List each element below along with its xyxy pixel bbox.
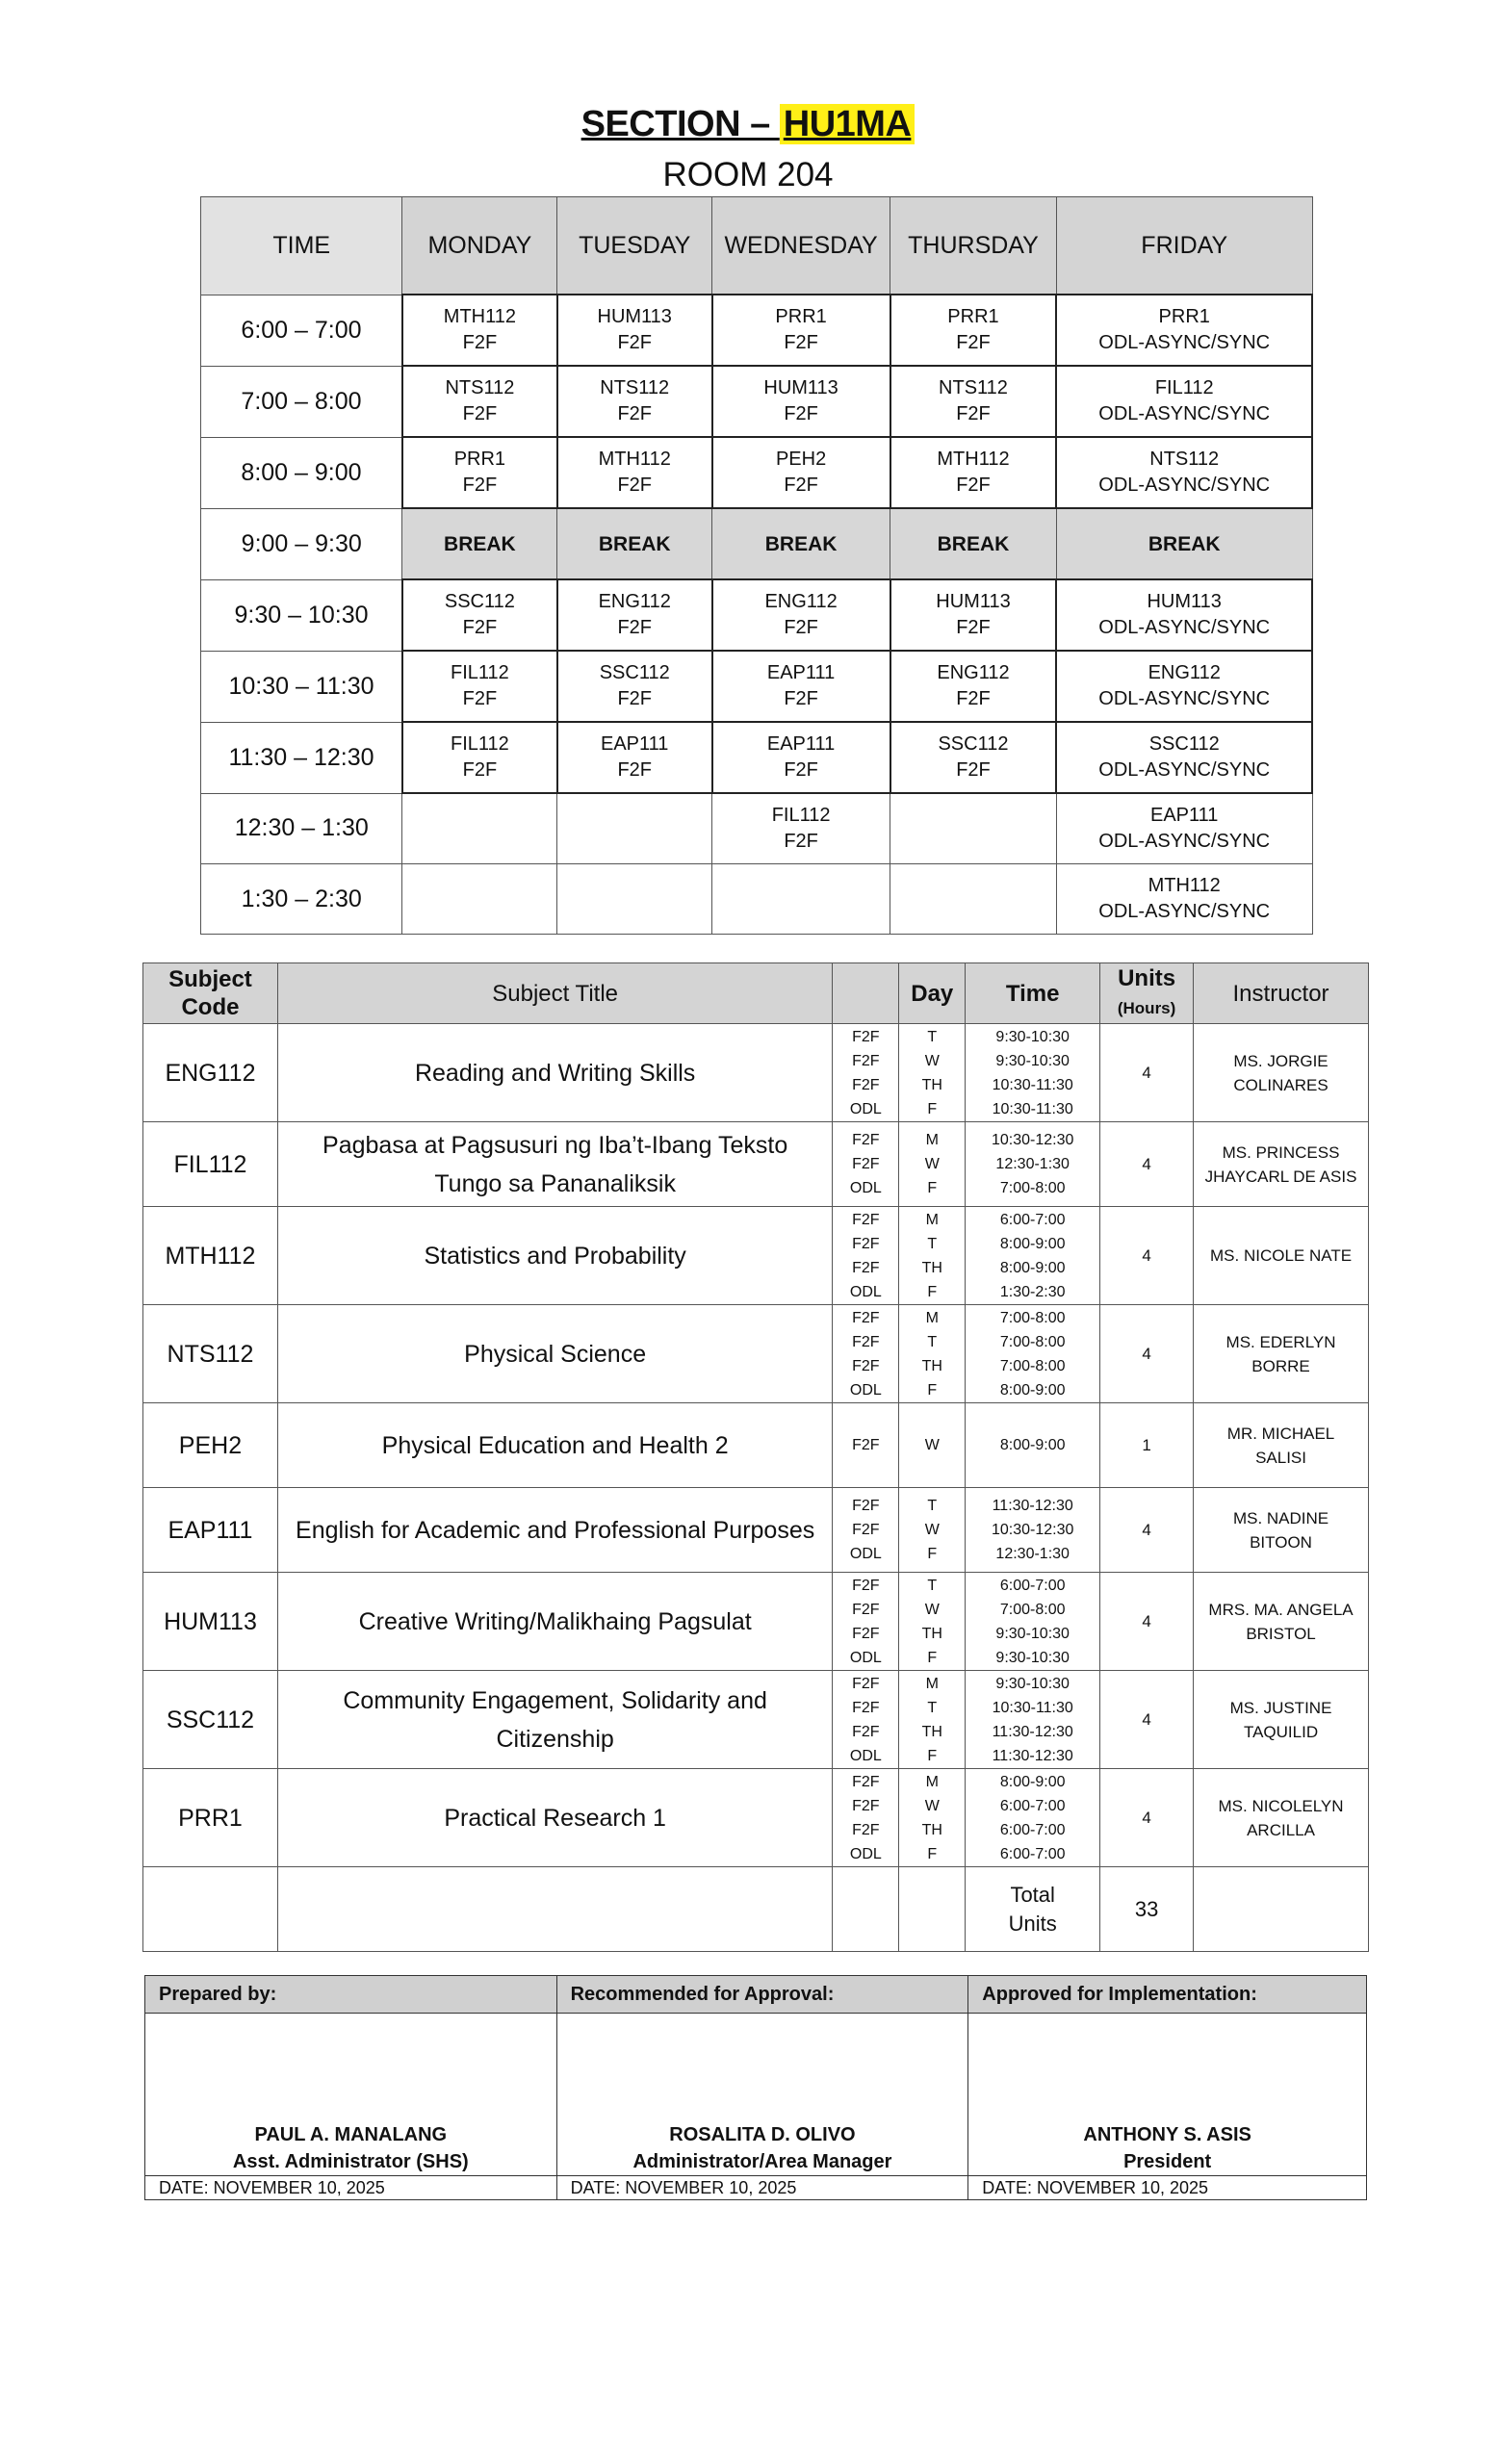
subject-times: 8:00-9:00 6:00-7:00 6:00-7:00 6:00-7:00 [966,1769,1100,1867]
slot-wednesday [712,722,890,793]
signature-date: DATE: NOVEMBER 10, 2025 [145,2176,557,2200]
signatory [968,2014,1367,2176]
signatory-position: Administrator/Area Manager [632,2151,892,2172]
slot-thursday [890,366,1057,437]
slot-friday [1056,722,1312,793]
slot-thursday [890,793,1057,864]
slot-monday [402,579,557,651]
room-label: ROOM 204 [662,156,834,193]
signature-role: Prepared by: [145,1976,557,2014]
signatory-name: ANTHONY S. ASIS [1083,2124,1251,2145]
subject-days: T W TH F [899,1024,966,1122]
schedule-header-row [201,197,1313,295]
signature-date: DATE: NOVEMBER 10, 2025 [968,2176,1367,2200]
schedule-row [201,864,1313,935]
subject-row [143,1207,1369,1305]
subject-row [143,1122,1369,1207]
schedule-row [201,295,1313,366]
section-code: HU1MA [780,104,916,144]
slot-subject: SSC112 [938,733,1009,755]
subject-units: 4 [1100,1488,1194,1573]
slot-subject: ENG112 [764,591,838,612]
slot-mode: F2F [784,617,818,638]
total-units-value: 33 [1100,1867,1194,1952]
slot-mode: F2F [956,475,991,496]
subject-units: 4 [1100,1769,1194,1867]
subject-units: 4 [1100,1122,1194,1207]
slot-subject: MTH112 [443,306,516,327]
slot-thursday [890,864,1057,935]
slot-mode: F2F [617,617,652,638]
col-monday: MONDAY [402,197,557,295]
slot-monday [402,722,557,793]
signature-row [145,1976,1367,2014]
subject-instructor: MS. NICOLELYN ARCILLA [1194,1769,1369,1867]
subject-title: Reading and Writing Skills [277,1024,832,1122]
slot-tuesday [557,722,712,793]
slot-mode: F2F [462,475,498,496]
signature-date: DATE: NOVEMBER 10, 2025 [556,2176,968,2200]
slot-subject: EAP111 [1150,805,1219,826]
slot-subject: FIL112 [451,733,509,755]
subject-days: W [899,1403,966,1488]
slot-subject: EAP111 [601,733,669,755]
slot-subject: ENG112 [598,591,671,612]
slot-mode: F2F [784,403,818,424]
slot-wednesday [712,793,890,864]
slot-tuesday [557,437,712,508]
signatory-position: President [1123,2151,1212,2172]
subject-mode: F2F F2F F2F ODL [833,1305,899,1403]
subject-title: Community Engagement, Solidarity and Citizenship [277,1671,832,1769]
slot-mode: ODL-ASYNC/SYNC [1098,475,1271,496]
slot-subject: NTS112 [445,377,515,398]
time-slot: 6:00 – 7:00 [201,295,402,366]
total-units-label: Total Units [966,1867,1100,1952]
subject-code: ENG112 [143,1024,278,1122]
slot-mode: F2F [462,617,498,638]
signatory-name: PAUL A. MANALANG [254,2124,448,2145]
slot-tuesday [557,579,712,651]
slot-mode: F2F [617,475,652,496]
subject-instructor: MS. JUSTINE TAQUILID [1194,1671,1369,1769]
subject-times: 10:30-12:30 12:30-1:30 7:00-8:00 [966,1122,1100,1207]
subject-row [143,1024,1369,1122]
subject-times: 11:30-12:30 10:30-12:30 12:30-1:30 [966,1488,1100,1573]
slot-mode: F2F [956,759,991,781]
slot-wednesday [712,295,890,366]
slot-monday [402,437,557,508]
total-row [143,1867,1369,1952]
subject-days: M W F [899,1122,966,1207]
slot-subject: MTH112 [937,449,1010,470]
weekly-schedule-table [200,196,1313,935]
schedule-row [201,793,1313,864]
slot-wednesday [712,366,890,437]
slot-subject: SSC112 [1148,733,1220,755]
col-time: TIME [201,197,402,295]
time-slot: 8:00 – 9:00 [201,437,402,508]
subject-code: NTS112 [143,1305,278,1403]
section-prefix: SECTION – [580,104,780,144]
slot-subject: PRR1 [453,449,506,470]
slot-monday [402,651,557,722]
schedule-row [201,651,1313,722]
slot-subject: HUM113 [597,306,672,327]
slot-subject: FIL112 [1154,377,1214,398]
slot-thursday [890,508,1057,579]
slot-subject: BREAK [1148,532,1221,555]
slot-subject: EAP111 [766,662,836,683]
slot-thursday [890,437,1057,508]
slot-subject: NTS112 [1149,449,1220,470]
slot-subject: SSC112 [599,662,670,683]
slot-mode: F2F [784,688,818,709]
col-friday: FRIDAY [1056,197,1312,295]
slot-subject: MTH112 [598,449,671,470]
slot-mode: F2F [956,688,991,709]
subject-code: PRR1 [143,1769,278,1867]
slot-mode: F2F [784,759,818,781]
subject-title: Creative Writing/Malikhaing Pagsulat [277,1573,832,1671]
section-title [0,104,1496,145]
slot-friday [1056,793,1312,864]
subject-instructor: MS. EDERLYN BORRE [1194,1305,1369,1403]
subject-instructor: MRS. MA. ANGELA BRISTOL [1194,1573,1369,1671]
slot-friday [1056,366,1312,437]
subject-code: SSC112 [143,1671,278,1769]
subject-title: Physical Education and Health 2 [277,1403,832,1488]
time-slot: 12:30 – 1:30 [201,793,402,864]
slot-thursday [890,651,1057,722]
subject-mode: F2F F2F F2F ODL [833,1207,899,1305]
slot-subject: PRR1 [775,306,827,327]
time-slot: 9:30 – 10:30 [201,579,402,651]
slot-friday [1056,437,1312,508]
slot-wednesday [712,437,890,508]
slot-wednesday [712,864,890,935]
schedule-row [201,722,1313,793]
schedule-row [201,579,1313,651]
signatory-name: ROSALITA D. OLIVO [669,2124,856,2145]
time-slot: 7:00 – 8:00 [201,366,402,437]
subject-times: 8:00-9:00 [966,1403,1100,1488]
slot-mode: F2F [462,332,498,353]
signature-role: Recommended for Approval: [556,1976,968,2014]
slot-subject: ENG112 [937,662,1010,683]
hdr-subject-code: Subject Code [143,963,278,1024]
schedule-row [201,437,1313,508]
hdr-time: Time [966,963,1100,1024]
slot-subject: HUM113 [763,377,838,398]
slot-mode: ODL-ASYNC/SYNC [1098,688,1271,709]
slot-monday [402,508,557,579]
slot-mode: ODL-ASYNC/SYNC [1098,617,1271,638]
time-slot: 1:30 – 2:30 [201,864,402,935]
subject-times: 7:00-8:00 7:00-8:00 7:00-8:00 8:00-9:00 [966,1305,1100,1403]
subject-row [143,1305,1369,1403]
time-slot: 11:30 – 12:30 [201,722,402,793]
slot-subject: BREAK [937,532,1010,555]
subject-times: 6:00-7:00 8:00-9:00 8:00-9:00 1:30-2:30 [966,1207,1100,1305]
slot-mode: ODL-ASYNC/SYNC [1098,332,1271,353]
subject-row [143,1403,1369,1488]
subject-units: 4 [1100,1573,1194,1671]
slot-monday [402,295,557,366]
subject-row [143,1769,1369,1867]
slot-subject: PEH2 [775,449,827,470]
slot-mode: ODL-ASYNC/SYNC [1098,901,1271,922]
subject-mode: F2F F2F ODL [833,1488,899,1573]
slot-friday [1056,295,1312,366]
slot-subject: PRR1 [1158,306,1210,327]
slot-friday [1056,651,1312,722]
slot-subject: NTS112 [939,377,1008,398]
subject-days: T W TH F [899,1573,966,1671]
signature-role: Approved for Implementation: [968,1976,1367,2014]
slot-wednesday [712,579,890,651]
subject-units: 4 [1100,1671,1194,1769]
slot-mode: F2F [617,332,652,353]
subject-title: Physical Science [277,1305,832,1403]
hdr-mode [833,963,899,1024]
slot-tuesday [557,651,712,722]
subjects-table [142,962,1369,1952]
slot-mode: F2F [617,403,652,424]
subject-times: 9:30-10:30 9:30-10:30 10:30-11:30 10:30-11:30 [966,1024,1100,1122]
subject-units: 4 [1100,1024,1194,1122]
slot-mode: F2F [956,403,991,424]
time-slot: 9:00 – 9:30 [201,508,402,579]
slot-mode: ODL-ASYNC/SYNC [1098,831,1271,852]
subject-instructor: MR. MICHAEL SALISI [1194,1403,1369,1488]
signatory [556,2014,968,2176]
slot-friday [1056,864,1312,935]
subject-mode: F2F F2F F2F ODL [833,1769,899,1867]
slot-mode: F2F [617,688,652,709]
subject-instructor: MS. NICOLE NATE [1194,1207,1369,1305]
slot-tuesday [557,864,712,935]
hdr-units-sub: (Hours) [1117,999,1176,1017]
subject-code: EAP111 [143,1488,278,1573]
signature-table [144,1975,1367,2200]
slot-wednesday [712,651,890,722]
signatory-position: Asst. Administrator (SHS) [232,2151,469,2172]
slot-monday [402,793,557,864]
slot-mode: F2F [784,475,818,496]
slot-mode: F2F [462,759,498,781]
subject-row [143,1671,1369,1769]
subject-code: PEH2 [143,1403,278,1488]
subject-code: FIL112 [143,1122,278,1207]
hdr-units [1100,963,1194,1024]
subject-instructor: MS. NADINE BITOON [1194,1488,1369,1573]
signature-row [145,2176,1367,2200]
schedule-row [201,366,1313,437]
hdr-day: Day [899,963,966,1024]
subject-days: M W TH F [899,1769,966,1867]
slot-tuesday [557,295,712,366]
subject-instructor: MS. JORGIE COLINARES [1194,1024,1369,1122]
slot-subject: PRR1 [947,306,999,327]
slot-thursday [890,579,1057,651]
signatory [145,2014,557,2176]
slot-subject: BREAK [764,532,838,555]
slot-subject: HUM113 [1147,591,1222,612]
slot-monday [402,864,557,935]
subject-mode: F2F [833,1403,899,1488]
subject-mode: F2F F2F F2F ODL [833,1573,899,1671]
subject-days: T W F [899,1488,966,1573]
slot-thursday [890,722,1057,793]
slot-mode: F2F [956,617,991,638]
subject-title: English for Academic and Professional Purposes [277,1488,832,1573]
slot-tuesday [557,508,712,579]
slot-subject: NTS112 [600,377,670,398]
hdr-units-label: Units [1118,965,1176,991]
slot-mode: ODL-ASYNC/SYNC [1098,759,1271,781]
col-thursday: THURSDAY [890,197,1057,295]
slot-subject: FIL112 [451,662,509,683]
subject-units: 4 [1100,1207,1194,1305]
slot-subject: BREAK [444,532,516,555]
col-wednesday: WEDNESDAY [712,197,890,295]
subject-code: HUM113 [143,1573,278,1671]
subject-days: M T TH F [899,1305,966,1403]
slot-subject: EAP111 [766,733,836,755]
subject-times: 6:00-7:00 7:00-8:00 9:30-10:30 9:30-10:30 [966,1573,1100,1671]
subject-title: Practical Research 1 [277,1769,832,1867]
subject-times: 9:30-10:30 10:30-11:30 11:30-12:30 11:30-12:30 [966,1671,1100,1769]
slot-subject: SSC112 [444,591,515,612]
subject-row [143,1488,1369,1573]
hdr-instructor: Instructor [1194,963,1369,1024]
subject-days: M T TH F [899,1207,966,1305]
slot-friday [1056,579,1312,651]
slot-subject: ENG112 [1148,662,1221,683]
slot-friday [1056,508,1312,579]
subject-mode: F2F F2F F2F ODL [833,1671,899,1769]
col-tuesday: TUESDAY [557,197,712,295]
subject-instructor: MS. PRINCESS JHAYCARL DE ASIS [1194,1122,1369,1207]
subject-mode: F2F F2F F2F ODL [833,1024,899,1122]
slot-thursday [890,295,1057,366]
slot-mode: ODL-ASYNC/SYNC [1098,403,1271,424]
slot-mode: F2F [956,332,991,353]
subject-days: M T TH F [899,1671,966,1769]
subject-title: Statistics and Probability [277,1207,832,1305]
subject-title: Pagbasa at Pagsusuri ng Iba’t-Ibang Teksto Tungo sa Pananaliksik [277,1122,832,1207]
slot-mode: F2F [462,688,498,709]
slot-tuesday [557,366,712,437]
slot-subject: FIL112 [771,805,831,826]
subject-units: 1 [1100,1403,1194,1488]
slot-mode: F2F [784,332,818,353]
slot-mode: F2F [462,403,498,424]
break-row [201,508,1313,579]
subject-mode: F2F F2F ODL [833,1122,899,1207]
slot-subject: MTH112 [1148,875,1221,896]
slot-mode: F2F [784,831,818,852]
subject-row [143,1573,1369,1671]
slot-mode: F2F [617,759,652,781]
signature-row [145,2014,1367,2176]
time-slot: 10:30 – 11:30 [201,651,402,722]
subject-code: MTH112 [143,1207,278,1305]
slot-wednesday [712,508,890,579]
slot-tuesday [557,793,712,864]
slot-monday [402,366,557,437]
subjects-header-row [143,963,1369,1024]
hdr-subject-title: Subject Title [277,963,832,1024]
subject-units: 4 [1100,1305,1194,1403]
slot-subject: BREAK [598,532,671,555]
slot-subject: HUM113 [936,591,1011,612]
